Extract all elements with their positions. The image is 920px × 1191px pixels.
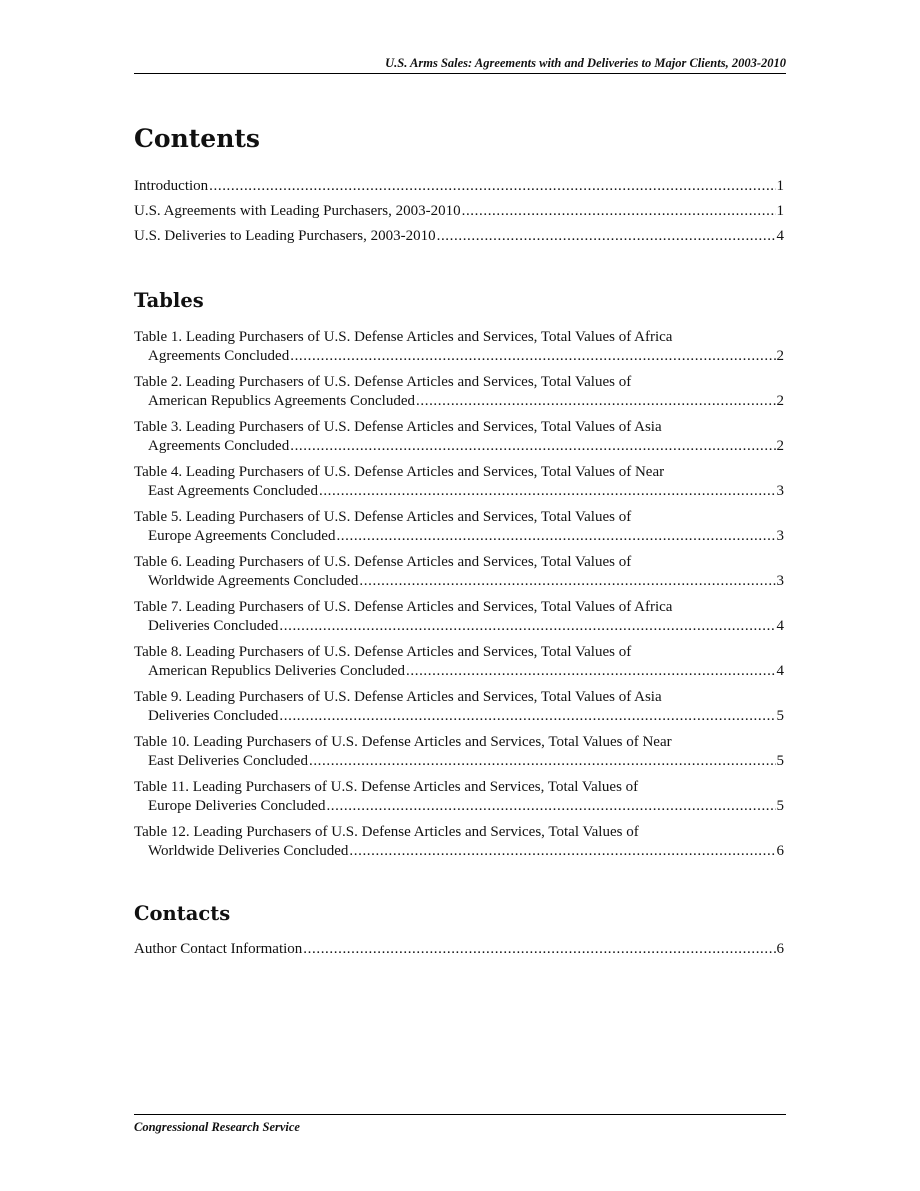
dot-leader bbox=[437, 227, 776, 246]
toc-table-title: Table 1. Leading Purchasers of U.S. Defense Articles and Services, Total Values of Africa bbox=[134, 329, 673, 345]
toc-entry-page: 4 bbox=[776, 663, 784, 679]
tables-heading: Tables bbox=[134, 289, 204, 312]
toc-entry-page: 3 bbox=[776, 573, 784, 589]
toc-entry-label: U.S. Agreements with Leading Purchasers, 2003-2010 bbox=[134, 203, 461, 219]
toc-table-title: Table 11. Leading Purchasers of U.S. Defense Articles and Services, Total Values of bbox=[134, 779, 639, 795]
tables-list bbox=[134, 328, 784, 868]
toc-table-entry[interactable] bbox=[134, 643, 784, 681]
toc-entry-page: 3 bbox=[776, 483, 784, 499]
toc-table-entry[interactable] bbox=[134, 733, 784, 771]
dot-leader bbox=[319, 482, 776, 501]
toc-table-title-cont: Deliveries Concluded bbox=[148, 618, 279, 634]
running-header bbox=[134, 56, 786, 74]
dot-leader bbox=[336, 527, 775, 546]
dot-leader bbox=[279, 707, 775, 726]
toc-table-title-cont: East Agreements Concluded bbox=[148, 483, 318, 499]
toc-table-title: Table 9. Leading Purchasers of U.S. Defense Articles and Services, Total Values of Asia bbox=[134, 689, 662, 705]
toc-table-title-cont: Europe Deliveries Concluded bbox=[148, 798, 326, 814]
toc-entry-label: U.S. Deliveries to Leading Purchasers, 2003-2010 bbox=[134, 228, 436, 244]
toc-entry-page: 4 bbox=[776, 228, 784, 244]
toc-entry-page: 5 bbox=[776, 708, 784, 724]
toc-table-title-cont: Europe Agreements Concluded bbox=[148, 528, 336, 544]
toc-entry[interactable] bbox=[134, 202, 784, 221]
toc-entry-page: 6 bbox=[776, 941, 784, 957]
dot-leader bbox=[462, 202, 776, 221]
toc-entry-page: 2 bbox=[776, 438, 784, 454]
toc-table-entry[interactable] bbox=[134, 823, 784, 861]
toc-table-entry[interactable] bbox=[134, 553, 784, 591]
toc-entry-label: Author Contact Information bbox=[134, 941, 303, 957]
toc-entry-page: 5 bbox=[776, 798, 784, 814]
toc-table-entry[interactable] bbox=[134, 463, 784, 501]
dot-leader bbox=[416, 392, 775, 411]
contacts-heading: Contacts bbox=[134, 902, 231, 925]
dot-leader bbox=[326, 797, 775, 816]
footer-text: Congressional Research Service bbox=[134, 1120, 300, 1134]
toc-entry[interactable] bbox=[134, 940, 784, 959]
dot-leader bbox=[290, 347, 775, 366]
running-header-title: U.S. Arms Sales: Agreements with and Deliveries to Major Clients, 2003-2010 bbox=[385, 56, 786, 70]
dot-leader bbox=[359, 572, 775, 591]
toc-entry-page: 2 bbox=[776, 348, 784, 364]
toc-table-title-cont: Worldwide Agreements Concluded bbox=[148, 573, 359, 589]
toc-table-title-cont: Worldwide Deliveries Concluded bbox=[148, 843, 349, 859]
toc-entry-page: 1 bbox=[776, 203, 784, 219]
toc-table-title: Table 3. Leading Purchasers of U.S. Defense Articles and Services, Total Values of Asia bbox=[134, 419, 662, 435]
toc-table-entry[interactable] bbox=[134, 328, 784, 366]
contents-heading: Contents bbox=[134, 124, 261, 153]
toc-table-entry[interactable] bbox=[134, 688, 784, 726]
dot-leader bbox=[406, 662, 775, 681]
toc-table-title-cont: Deliveries Concluded bbox=[148, 708, 279, 724]
dot-leader bbox=[209, 177, 775, 196]
toc-entry-page: 6 bbox=[776, 843, 784, 859]
toc-table-title-cont: Agreements Concluded bbox=[148, 348, 290, 364]
toc-table-title: Table 5. Leading Purchasers of U.S. Defense Articles and Services, Total Values of bbox=[134, 509, 632, 525]
dot-leader bbox=[349, 842, 775, 861]
toc-table-title: Table 6. Leading Purchasers of U.S. Defense Articles and Services, Total Values of bbox=[134, 554, 632, 570]
toc-entry[interactable] bbox=[134, 177, 784, 196]
toc-table-title-cont: East Deliveries Concluded bbox=[148, 753, 308, 769]
toc-table-title: Table 2. Leading Purchasers of U.S. Defense Articles and Services, Total Values of bbox=[134, 374, 632, 390]
toc-table-title: Table 12. Leading Purchasers of U.S. Defense Articles and Services, Total Values of bbox=[134, 824, 639, 840]
contacts-list bbox=[134, 940, 784, 959]
contents-list bbox=[134, 177, 784, 252]
running-footer bbox=[134, 1114, 786, 1135]
toc-table-entry[interactable] bbox=[134, 373, 784, 411]
toc-table-title-cont: American Republics Deliveries Concluded bbox=[148, 663, 406, 679]
toc-table-entry[interactable] bbox=[134, 418, 784, 456]
toc-entry-page: 4 bbox=[776, 618, 784, 634]
toc-entry-page: 5 bbox=[776, 753, 784, 769]
toc-entry-page: 1 bbox=[776, 178, 784, 194]
dot-leader bbox=[303, 940, 775, 959]
toc-table-title-cont: American Republics Agreements Concluded bbox=[148, 393, 416, 409]
toc-table-title: Table 7. Leading Purchasers of U.S. Defense Articles and Services, Total Values of Africa bbox=[134, 599, 673, 615]
dot-leader bbox=[290, 437, 775, 456]
toc-table-title: Table 4. Leading Purchasers of U.S. Defense Articles and Services, Total Values of Near bbox=[134, 464, 665, 480]
dot-leader bbox=[309, 752, 776, 771]
toc-table-title: Table 8. Leading Purchasers of U.S. Defense Articles and Services, Total Values of bbox=[134, 644, 632, 660]
dot-leader bbox=[279, 617, 775, 636]
toc-table-entry[interactable] bbox=[134, 508, 784, 546]
toc-entry[interactable] bbox=[134, 227, 784, 246]
toc-table-entry[interactable] bbox=[134, 778, 784, 816]
toc-entry-page: 2 bbox=[776, 393, 784, 409]
toc-table-title: Table 10. Leading Purchasers of U.S. Defense Articles and Services, Total Values of Near bbox=[134, 734, 672, 750]
toc-table-title-cont: Agreements Concluded bbox=[148, 438, 290, 454]
toc-entry-page: 3 bbox=[776, 528, 784, 544]
toc-table-entry[interactable] bbox=[134, 598, 784, 636]
toc-entry-label: Introduction bbox=[134, 178, 209, 194]
